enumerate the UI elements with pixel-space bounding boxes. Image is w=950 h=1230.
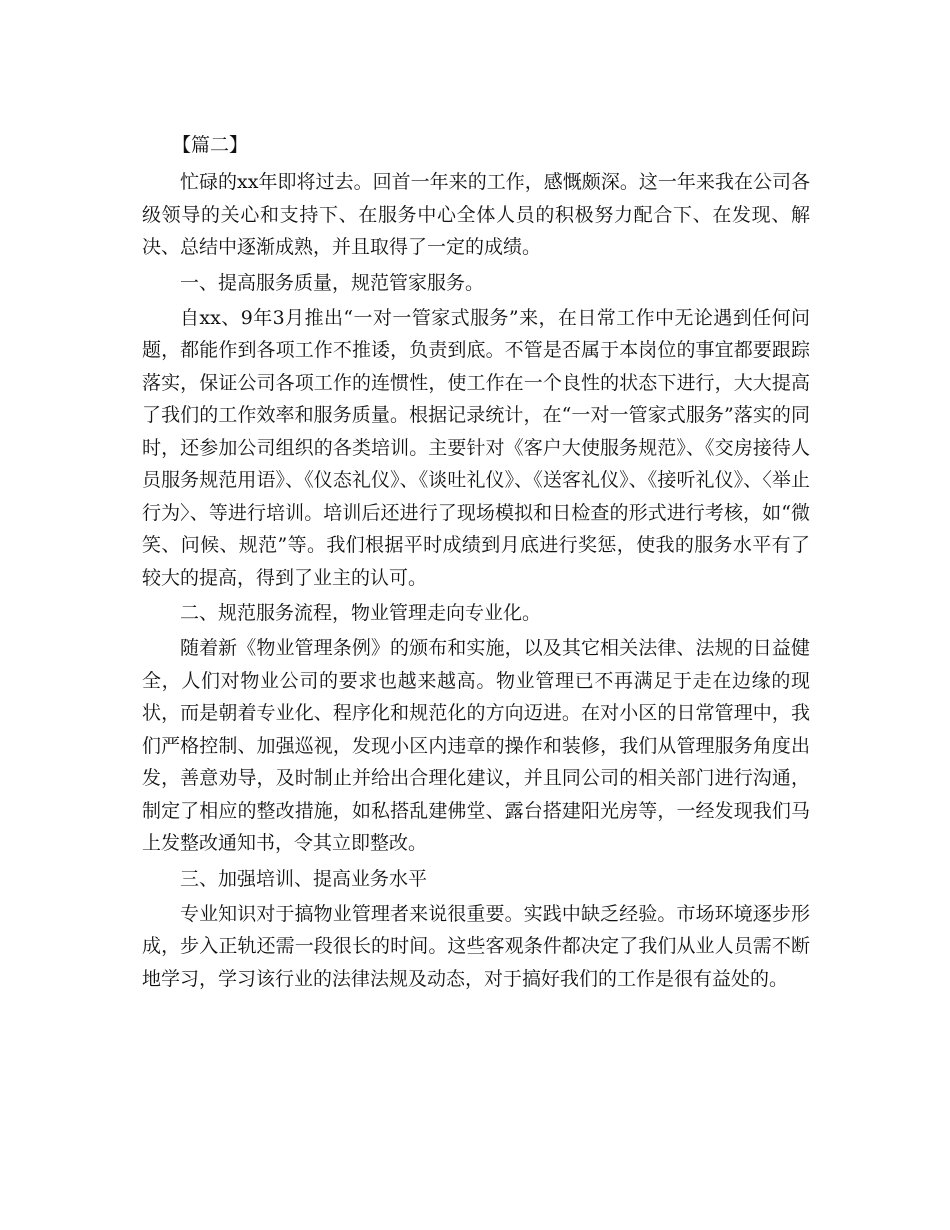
intro-paragraph: 忙碌的xx年即将过去。回首一年来的工作，感慨颇深。这一年来我在公司各级领导的关心和支持下、在服务中心全体人员的积极努力配合下、在发现、解决、总结中逐渐成熟，并且取得了一定的成绩。 [142,171,810,258]
subheading-3: 三、加强培训、提高业务水平 [180,867,428,890]
section-heading: 【篇二】 [172,134,249,156]
paragraph-training: 专业知识对于搞物业管理者来说很重要。实践中缺乏经验。市场环境逐步形成，步入正轨还需一段很长的时间。这些客观条件都决定了我们从业人员需不断地学习，学习该行业的法律法规及动态，对于搞好我们的工作是很有益处的。 [142,902,810,990]
paragraph-service-process: 随着新《物业管理条例》的颁布和实施，以及其它相关法律、法规的日益健全，人们对物业公司的要求也越来越高。物业管理已不再满足于走在边缘的现状，而是朝着专业化、程序化和规范化的方向迈进。在对小区的日常管理中，我们严格控制、加强巡视，发现小区内违章的操作和装修，我们从管理服务角度出发，善意劝导，及时制止并给出合理化建议，并且同公司的相关部门进行沟通，制定了相应的整改措施，如私搭乱建佛堂、露台搭建阳光房等，一经发现我们马上发整改通知书，令其立即整改。 [142,637,810,854]
subheading-2: 二、规范服务流程，物业管理走向专业化。 [180,602,542,624]
document-body [142,128,810,997]
paragraph-service-quality: 自xx、9年3月推出“一对一管家式服务”来，在日常工作中无论遇到任何问题，都能作到各项工作不推诿，负责到底。不管是否属于本岗位的事宜都要跟踪落实，保证公司各项工作的连惯性，使工作在一个良性的状态下进行，大大提高了我们的工作效率和服务质量。根据记录统计，在“一对一管家式服务”落实的同时，还参加公司组织的各类培训。主要针对《客户大使服务规范》、《交房接待人员服务规范用语》、《仪态礼仪》、《谈吐礼仪》、《送客礼仪》、《接听礼仪》、〈举止行为〉、等进行培训。培训后还进行了现场模拟和日检查的形式进行考核，如“微笑、问候、规范”等。我们根据平时成绩到月底进行奖惩，使我的服务水平有了较大的提高，得到了业主的认可。 [142,306,810,589]
subheading-1: 一、提高服务质量，规范管家服务。 [180,271,485,294]
